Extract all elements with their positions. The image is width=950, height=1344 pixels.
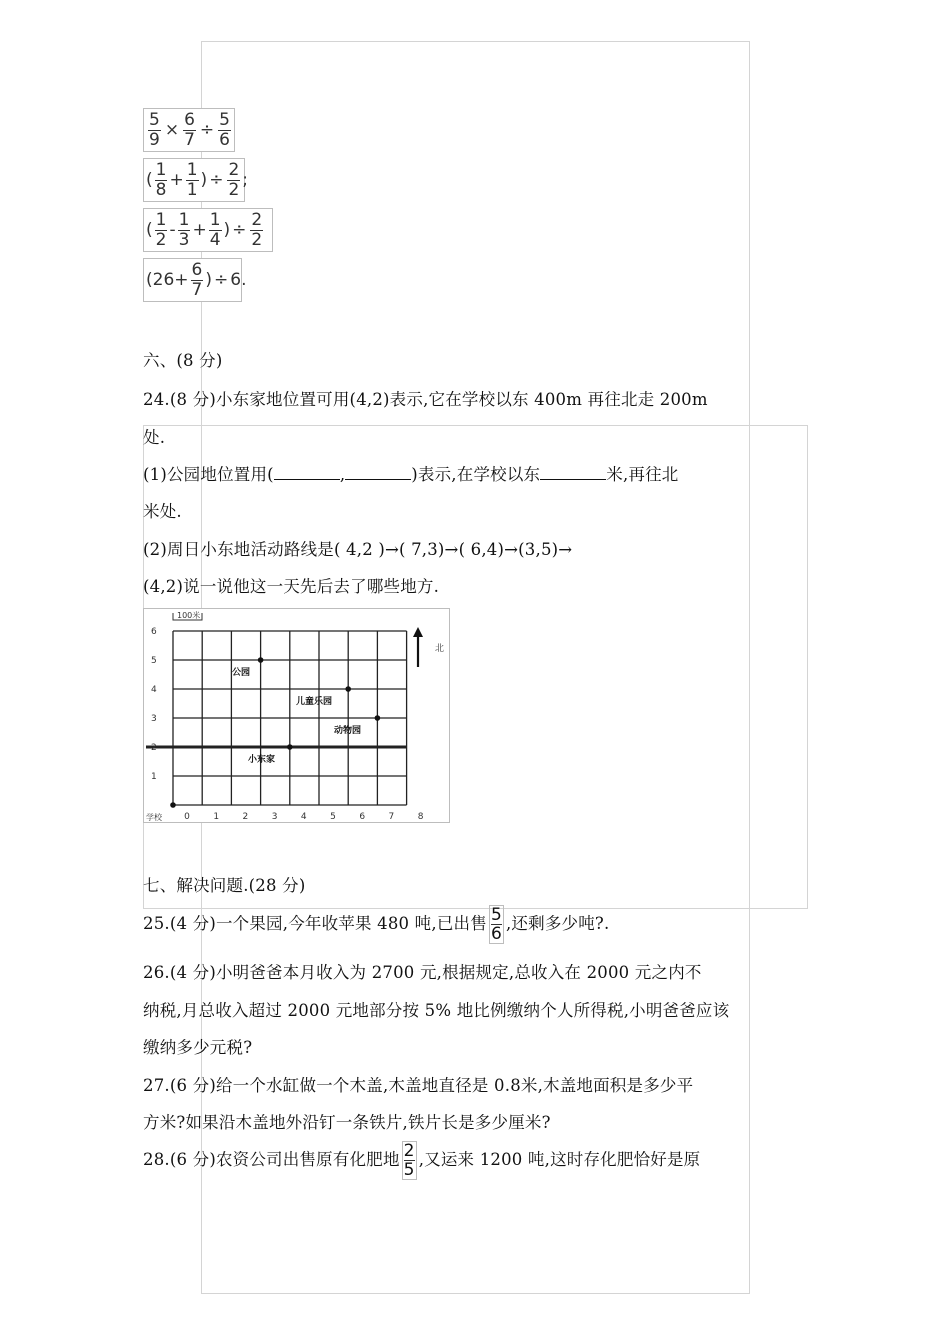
y-tick-label: 5 xyxy=(151,656,157,666)
fraction: $\frac{1}{3}$ xyxy=(178,209,190,250)
expression-2: ( $\frac{1}{8}$ + $\frac{1}{1}$ ) ÷ $\frac{2}{2}$ ; xyxy=(143,158,245,202)
expression-4: (26+ $\frac{6}{7}$ ) ÷ 6 . xyxy=(143,258,242,302)
x-tick-label: 6 xyxy=(359,812,366,822)
x-tick-label: 7 xyxy=(388,812,395,822)
fraction: $\frac{1}{1}$ xyxy=(186,159,198,200)
fraction: $\frac{1}{2}$ xyxy=(155,209,167,250)
map-point xyxy=(170,802,176,808)
answer-blank[interactable] xyxy=(345,463,411,481)
q26-line-3: 缴纳多少元税? xyxy=(143,1038,253,1057)
y-tick-label: 6 xyxy=(151,627,157,637)
map-point xyxy=(258,657,264,663)
section-6-title: 六、(8 分) xyxy=(143,351,223,370)
q24-part-2: (2)周日小东地活动路线是( 4,2 )→( 7,3)→( 6,4)→(3,5)→ xyxy=(143,540,573,559)
coordinate-map xyxy=(143,608,450,823)
scale-label: 100米 xyxy=(177,611,201,620)
fraction: $\frac{5}{9}$ xyxy=(149,109,160,150)
x-tick-label: 5 xyxy=(330,812,336,822)
fraction: $\frac{1}{4}$ xyxy=(209,209,221,250)
x-tick-label: 0 xyxy=(184,812,190,822)
label-playground: 儿童乐园 xyxy=(296,697,333,707)
fraction: $\frac{2}{2}$ xyxy=(251,209,263,250)
q28: 28.(6 分)农资公司出售原有化肥地 $\frac{2}{5}$ ,又运来 1200 吨,这时存化肥恰好是原 xyxy=(143,1141,701,1180)
y-tick-label: 3 xyxy=(151,714,157,724)
x-tick-label: 4 xyxy=(300,812,307,822)
q24-part-1: (1)公园地位置用( , )表示,在学校以东 米,再往北 xyxy=(143,461,679,485)
map-point xyxy=(287,744,293,750)
expression-3: ( $\frac{1}{2}$ - $\frac{1}{3}$ + $\frac{1}{4}$ ) ÷ $\frac{2}{2}$ xyxy=(143,208,273,252)
section-7-title: 七、解决问题.(28 分) xyxy=(143,876,306,895)
fraction: $\frac{5}{6}$ xyxy=(490,905,502,944)
fraction: $\frac{2}{2}$ xyxy=(228,159,240,200)
q24-line-1: 24.(8 分)小东家地位置可用(4,2)表示,它在学校以东 400m 再往北走 200m xyxy=(143,390,708,409)
q24-line-6: (4,2)说一说他这一天先后去了哪些地方. xyxy=(143,577,440,596)
map-point xyxy=(375,715,381,721)
q26-line-2: 纳税,月总收入超过 2000 元地部分按 5% 地比例缴纳个人所得税,小明爸爸应该 xyxy=(143,1001,730,1020)
q26-line-1: 26.(4 分)小明爸爸本月收入为 2700 元,根据规定,总收入在 2000 元之内不 xyxy=(143,963,702,982)
y-tick-label: 1 xyxy=(151,772,157,782)
north-label: 北 xyxy=(435,644,445,654)
label-park: 公园 xyxy=(232,668,251,678)
answer-blank[interactable] xyxy=(540,463,606,481)
expression-1: $\frac{5}{9}$ × $\frac{6}{7}$ ÷ $\frac{5}{6}$ xyxy=(143,108,235,152)
fraction: $\frac{6}{7}$ xyxy=(184,109,195,150)
map-point xyxy=(345,686,351,692)
x-tick-label: 2 xyxy=(242,812,249,822)
fraction: $\frac{5}{6}$ xyxy=(219,109,230,150)
north-arrowhead-icon xyxy=(413,627,423,637)
origin-label: 学校 xyxy=(146,813,162,822)
q27-line-1: 27.(6 分)给一个水缸做一个木盖,木盖地直径是 0.8米,木盖地面积是多少平 xyxy=(143,1076,694,1095)
fraction: $\frac{1}{8}$ xyxy=(155,159,167,200)
fraction: $\frac{2}{5}$ xyxy=(403,1141,415,1180)
q24-line-2: 处. xyxy=(143,428,166,447)
y-tick-label: 2 xyxy=(151,743,157,753)
q25: 25.(4 分)一个果园,今年收苹果 480 吨,已出售 $\frac{5}{6}$ ,还剩多少吨?. xyxy=(143,905,610,944)
q24-line-4: 米处. xyxy=(143,502,182,521)
x-tick-label: 8 xyxy=(417,812,424,822)
fraction: $\frac{6}{7}$ xyxy=(191,259,203,300)
label-home: 小东家 xyxy=(248,755,276,765)
q27-line-2: 方米?如果沿木盖地外沿钉一条铁片,铁片长是多少厘米? xyxy=(143,1113,551,1132)
x-tick-label: 3 xyxy=(271,812,278,822)
answer-blank[interactable] xyxy=(274,463,340,481)
x-tick-label: 1 xyxy=(213,812,220,822)
y-tick-label: 4 xyxy=(151,685,157,695)
label-zoo: 动物园 xyxy=(334,726,362,736)
